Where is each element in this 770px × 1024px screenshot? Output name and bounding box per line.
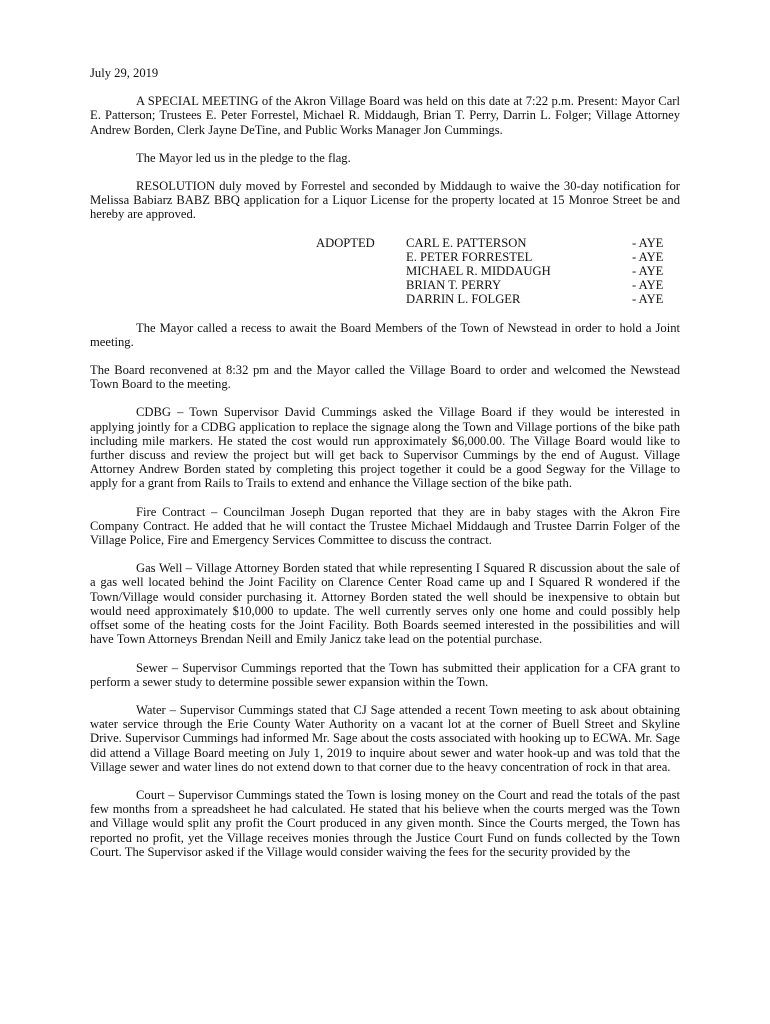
paragraph-reconvene: The Board reconvened at 8:32 pm and the Mayor called the Village Board to order and welcomed the Newstead Town Board to the meeting. <box>90 363 680 392</box>
paragraph-recess: The Mayor called a recess to await the Board Members of the Town of Newstead in order to hold a Joint meeting. <box>90 320 680 349</box>
vote-member-name: E. PETER FORRESTEL <box>406 249 533 264</box>
vote-member-vote: - AYE <box>632 292 664 307</box>
vote-member-vote: - AYE <box>632 264 664 279</box>
paragraph-resolution: RESOLUTION duly moved by Forrestel and seconded by Middaugh to waive the 30-day notification for Melissa Babiarz BABZ BBQ application for a Liquor License for the property located at 15 Monroe Street be and hereby are approved. <box>90 179 680 222</box>
vote-table <box>316 236 680 307</box>
document-body <box>90 66 680 859</box>
vote-label: ADOPTED <box>316 235 375 250</box>
paragraph-water: Water – Supervisor Cummings stated that CJ Sage attended a recent Town meeting to ask about obtaining water service through the Erie County Water Authority on a vacant lot at the corner of Buell Street and Skyline Drive. Supervisor Cummings had informed Mr. Sage about the costs associated with hooking up to ECWA. Mr. Sage did attend a Village Board meeting on July 1, 2019 to inquire about sewer and water hook-up and was told that the Village sewer and water lines do not extend down to that corner due to the heavy concentration of rock in that area. <box>90 702 680 774</box>
paragraph-pledge: The Mayor led us in the pledge to the flag. <box>136 150 351 165</box>
vote-member-name: CARL E. PATTERSON <box>406 235 527 250</box>
paragraph-meeting: A SPECIAL MEETING of the Akron Village Board was held on this date at 7:22 p.m. Present: Mayor Carl E. Patterson; Trustees E. Peter Forrestel, Michael R. Middaugh, Brian T. Perry, Darrin L. Folger; Village Attorney Andrew Borden, Clerk Jayne DeTine, and Public Works Manager Jon Cummings. <box>90 94 680 137</box>
paragraph-gas-well: Gas Well – Village Attorney Borden stated that while representing I Squared R discussion about the sale of a gas well located behind the Joint Facility on Clarence Center Road came up and I Squared R wondered if the Town/Village would consider purchasing it. Attorney Borden stated the well should be inexpensive to obtain but would need approximately $10,000 to update. The well currently serves only one home and could possibly help offset some of the heating costs for the Joint Facility. Both Boards seemed interested in the possibilities and will have Town Attorneys Brendan Neill and Emily Janicz take lead on the potential purchase. <box>90 561 680 647</box>
vote-member-vote: - AYE <box>632 235 664 250</box>
meeting-date: July 29, 2019 <box>90 66 159 80</box>
vote-member-name: BRIAN T. PERRY <box>406 278 502 293</box>
vote-member-name: MICHAEL R. MIDDAUGH <box>406 264 551 279</box>
vote-member-vote: - AYE <box>632 249 664 264</box>
paragraph-cdbg: CDBG – Town Supervisor David Cummings asked the Village Board if they would be interested in applying jointly for a CDBG application to replace the signage along the Town and Village portions of the bike path including mile markers. He stated the cost would run approximately $6,000.00. The Village Board would like to further discuss and review the project but will get back to Supervisor Cummings by the end of August. Village Attorney Andrew Borden stated by completing this project together it could be a good Segway for the Village to apply for a grant from Rails to Trails to extend and enhance the Village section of the bike path. <box>90 405 680 491</box>
paragraph-sewer: Sewer – Supervisor Cummings reported that the Town has submitted their application for a CFA grant to perform a sewer study to determine possible sewer expansion within the Town. <box>90 660 680 689</box>
paragraph-fire-contract: Fire Contract – Councilman Joseph Dugan reported that they are in baby stages with the Akron Fire Company Contract. He added that he will contact the Trustee Michael Middaugh and Trustee Darrin Folger of the Village Police, Fire and Emergency Services Committee to discuss the contract. <box>90 504 680 548</box>
vote-member-vote: - AYE <box>632 278 664 293</box>
vote-member-name: DARRIN L. FOLGER <box>406 292 521 307</box>
paragraph-court: Court – Supervisor Cummings stated the Town is losing money on the Court and read the totals of the past few months from a spreadsheet he had calculated. He stated that his believe when the courts merged was the Town and Village would split any profit the Court produced in any given month. Since the Courts merged, the Town has reported no profit, yet the Village receives monies through the Justice Court Fund on funds collected by the Town Court. The Supervisor asked if the Village would consider waiving the fees for the security provided by the <box>90 787 680 859</box>
